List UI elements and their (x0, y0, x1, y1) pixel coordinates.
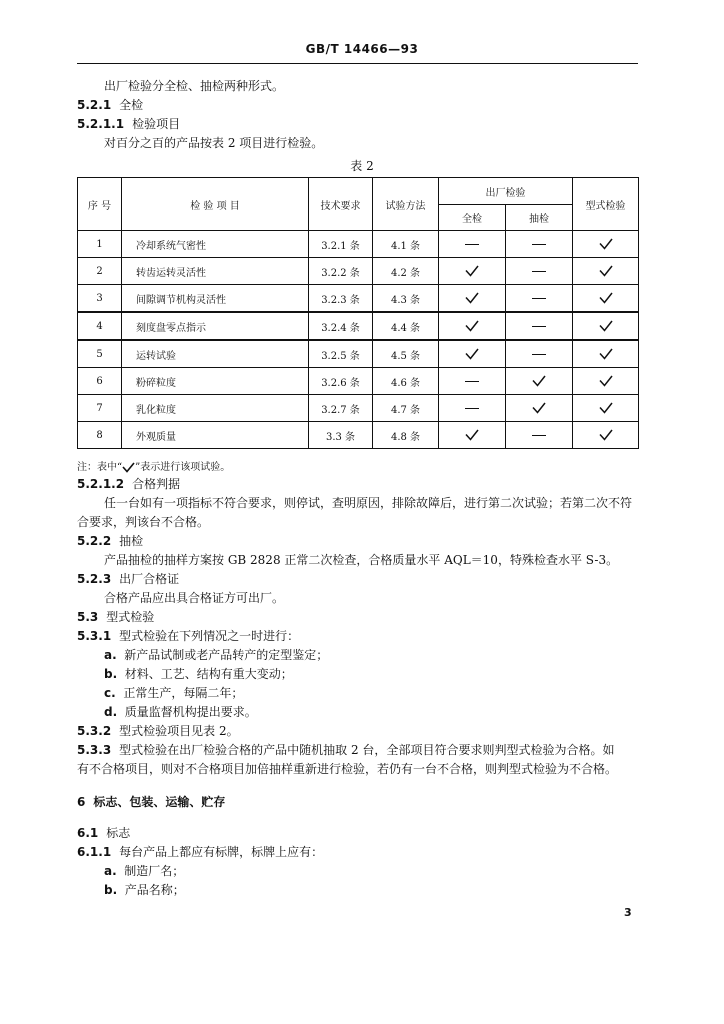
section-title: 型式检验项目见表 2。 (119, 724, 239, 738)
table-row (78, 340, 639, 368)
check-mark-icon (599, 429, 613, 441)
cell-method: 4.4 条 (373, 312, 439, 340)
standard-code-header: GB/T 14466—93 (305, 42, 419, 56)
section-title: 标志 (106, 826, 131, 840)
cell-method: 4.6 条 (373, 368, 439, 395)
cell-sample-inspection (506, 312, 573, 340)
cell-item: 外观质量 (122, 422, 309, 449)
check-mark-icon (599, 375, 613, 387)
cell-full-inspection (439, 422, 506, 449)
cell-requirement: 3.2.6 条 (309, 368, 373, 395)
table-row (78, 285, 639, 313)
section-title: 型式检验 (106, 610, 155, 624)
list-text: 产品名称； (124, 883, 185, 897)
cell-sample-inspection (506, 340, 573, 368)
header-full-inspection: 全检 (439, 205, 506, 231)
list-marker: b. (104, 667, 118, 681)
list-item (104, 883, 185, 898)
dash-mark-icon (465, 244, 479, 245)
check-mark-icon (465, 265, 479, 277)
check-mark-icon (465, 429, 479, 441)
cell-type-inspection (573, 258, 639, 285)
table-note (77, 458, 230, 473)
section-5-2-1-2 (77, 477, 180, 492)
cell-sample-inspection (506, 285, 573, 313)
header-seq: 序 号 (78, 178, 122, 231)
section-number: 5.2.1.2 (77, 477, 125, 491)
table-title: 表 2 (350, 159, 374, 173)
cell-type-inspection (573, 340, 639, 368)
section-5-3-3 (77, 743, 614, 758)
cell-full-inspection (439, 368, 506, 395)
section-title: 每台产品上都应有标牌，标牌上应有： (119, 845, 324, 859)
section-number: 6 (77, 795, 86, 809)
dash-mark-icon (465, 408, 479, 409)
check-mark-icon (532, 402, 546, 414)
cell-item: 转齿运转灵活性 (122, 258, 309, 285)
section-number: 5.3.2 (77, 724, 112, 738)
dash-mark-icon (532, 354, 546, 355)
section-number: 5.2.1.1 (77, 117, 125, 131)
table-row (78, 422, 639, 449)
header-type-inspection: 型式检验 (573, 178, 639, 231)
list-item (104, 705, 257, 720)
cell-method: 4.1 条 (373, 231, 439, 258)
check-mark-icon (599, 402, 613, 414)
cell-seq: 4 (78, 312, 122, 340)
section-title: 抽检 (119, 534, 144, 548)
cell-seq: 1 (78, 231, 122, 258)
list-marker: c. (104, 686, 116, 700)
section-number: 5.3.3 (77, 743, 112, 757)
cell-type-inspection (573, 285, 639, 313)
cell-item: 乳化粒度 (122, 395, 309, 422)
cell-full-inspection (439, 340, 506, 368)
header-rule (77, 63, 638, 64)
header-item: 检 验 项 目 (122, 178, 309, 231)
cell-requirement: 3.2.7 条 (309, 395, 373, 422)
cell-type-inspection (573, 312, 639, 340)
list-marker: d. (104, 705, 118, 719)
cell-seq: 2 (78, 258, 122, 285)
cell-sample-inspection (506, 231, 573, 258)
cell-full-inspection (439, 312, 506, 340)
cell-seq: 3 (78, 285, 122, 313)
header-sample-inspection: 抽检 (506, 205, 573, 231)
section-number: 5.2.1 (77, 98, 112, 112)
list-text: 材料、工艺、结构有重大变动； (124, 667, 293, 681)
section-5-2-1-2-body-line2: 合要求，判该台不合格。 (77, 515, 210, 529)
check-mark-icon (532, 375, 546, 387)
list-text: 正常生产，每隔二年； (123, 686, 244, 700)
cell-sample-inspection (506, 368, 573, 395)
list-item (104, 864, 184, 879)
note-suffix: ”表示进行该项试验。 (135, 462, 231, 473)
list-item (104, 648, 328, 663)
intro-line: 出厂检验分全检、抽检两种形式。 (104, 79, 285, 93)
cell-item: 粉碎粒度 (122, 368, 309, 395)
list-text: 新产品试制或老产品转产的定型鉴定； (124, 648, 329, 662)
section-5-2-2 (77, 534, 143, 549)
table-row (78, 395, 639, 422)
table-row (78, 258, 639, 285)
section-title: 合格判据 (132, 477, 181, 491)
cell-seq: 6 (78, 368, 122, 395)
cell-full-inspection (439, 285, 506, 313)
section-number: 6.1 (77, 826, 99, 840)
check-mark-icon (599, 292, 613, 304)
cell-requirement: 3.2.2 条 (309, 258, 373, 285)
section-number: 5.3 (77, 610, 99, 624)
section-5-3-3-body-line1: 型式检验在出厂检验合格的产品中随机抽取 2 台，全部项目符合要求则判型式检验为合格。如 (119, 743, 615, 757)
cell-type-inspection (573, 231, 639, 258)
cell-sample-inspection (506, 422, 573, 449)
section-5-2-3-body: 合格产品应出具合格证方可出厂。 (104, 591, 285, 605)
cell-seq: 8 (78, 422, 122, 449)
cell-type-inspection (573, 422, 639, 449)
check-mark-icon (599, 238, 613, 250)
list-marker: a. (104, 648, 117, 662)
section-title: 检验项目 (132, 117, 181, 131)
cell-method: 4.8 条 (373, 422, 439, 449)
check-mark-icon (599, 348, 613, 360)
section-5-2-2-body: 产品抽检的抽样方案按 GB 2828 正常二次检查，合格质量水平 AQL＝10，特殊检查水平 S-3。 (104, 553, 619, 567)
cell-full-inspection (439, 395, 506, 422)
table-row (78, 231, 639, 258)
section-title: 出厂合格证 (119, 572, 180, 586)
section-title: 型式检验在下列情况之一时进行： (119, 629, 300, 643)
check-mark-icon (599, 265, 613, 277)
list-text: 制造厂名； (124, 864, 185, 878)
header-method: 试验方法 (373, 178, 439, 231)
dash-mark-icon (532, 435, 546, 436)
cell-seq: 7 (78, 395, 122, 422)
note-prefix: 注：表中“ (77, 462, 123, 473)
cell-requirement: 3.2.1 条 (309, 231, 373, 258)
section-6-1 (77, 826, 130, 841)
section-number: 6.1.1 (77, 845, 112, 859)
cell-item: 冷却系统气密性 (122, 231, 309, 258)
cell-requirement: 3.2.5 条 (309, 340, 373, 368)
cell-item: 运转试验 (122, 340, 309, 368)
list-text: 质量监督机构提出要求。 (124, 705, 257, 719)
cell-requirement: 3.2.3 条 (309, 285, 373, 313)
cell-sample-inspection (506, 395, 573, 422)
cell-method: 4.3 条 (373, 285, 439, 313)
cell-method: 4.2 条 (373, 258, 439, 285)
cell-requirement: 3.3 条 (309, 422, 373, 449)
section-5-2-1 (77, 98, 143, 113)
list-marker: a. (104, 864, 117, 878)
cell-sample-inspection (506, 258, 573, 285)
section-number: 5.3.1 (77, 629, 112, 643)
check-mark-icon (122, 462, 135, 473)
section-5-2-1-1 (77, 117, 180, 132)
cell-full-inspection (439, 258, 506, 285)
section-number: 5.2.3 (77, 572, 112, 586)
dash-mark-icon (532, 244, 546, 245)
section-number: 5.2.2 (77, 534, 112, 548)
header-factory-inspection: 出厂检验 (439, 178, 573, 205)
section-5-3-3-body-line2: 有不合格项目，则对不合格项目加倍抽样重新进行检验，若仍有一台不合格，则判型式检验为不合格。 (77, 762, 618, 776)
cell-type-inspection (573, 395, 639, 422)
cell-type-inspection (573, 368, 639, 395)
check-mark-icon (465, 320, 479, 332)
cell-method: 4.7 条 (373, 395, 439, 422)
cell-seq: 5 (78, 340, 122, 368)
section-5-3 (77, 610, 154, 625)
section-5-2-3 (77, 572, 179, 587)
dash-mark-icon (532, 298, 546, 299)
page-number: 3 (624, 906, 632, 919)
section-5-2-1-1-body: 对百分之百的产品按表 2 项目进行检验。 (104, 136, 324, 150)
list-item (104, 667, 293, 682)
check-mark-icon (599, 320, 613, 332)
check-mark-icon (465, 348, 479, 360)
cell-requirement: 3.2.4 条 (309, 312, 373, 340)
list-item (104, 686, 243, 701)
inspection-table (77, 177, 639, 449)
cell-method: 4.5 条 (373, 340, 439, 368)
chapter-6 (77, 795, 225, 810)
check-mark-icon (465, 292, 479, 304)
chapter-title: 标志、包装、运输、贮存 (93, 795, 226, 809)
list-marker: b. (104, 883, 118, 897)
dash-mark-icon (532, 326, 546, 327)
section-5-3-1 (77, 629, 299, 644)
section-6-1-1 (77, 845, 323, 860)
header-requirement: 技术要求 (309, 178, 373, 231)
section-5-3-2 (77, 724, 239, 739)
cell-full-inspection (439, 231, 506, 258)
table-row (78, 368, 639, 395)
table-row (78, 312, 639, 340)
dash-mark-icon (465, 381, 479, 382)
cell-item: 刻度盘零点指示 (122, 312, 309, 340)
dash-mark-icon (532, 271, 546, 272)
cell-item: 间隙调节机构灵活性 (122, 285, 309, 313)
section-title: 全检 (119, 98, 144, 112)
section-5-2-1-2-body-line1: 任一台如有一项指标不符合要求，则停试，查明原因，排除故障后，进行第二次试验；若第二次不符 (104, 496, 633, 510)
